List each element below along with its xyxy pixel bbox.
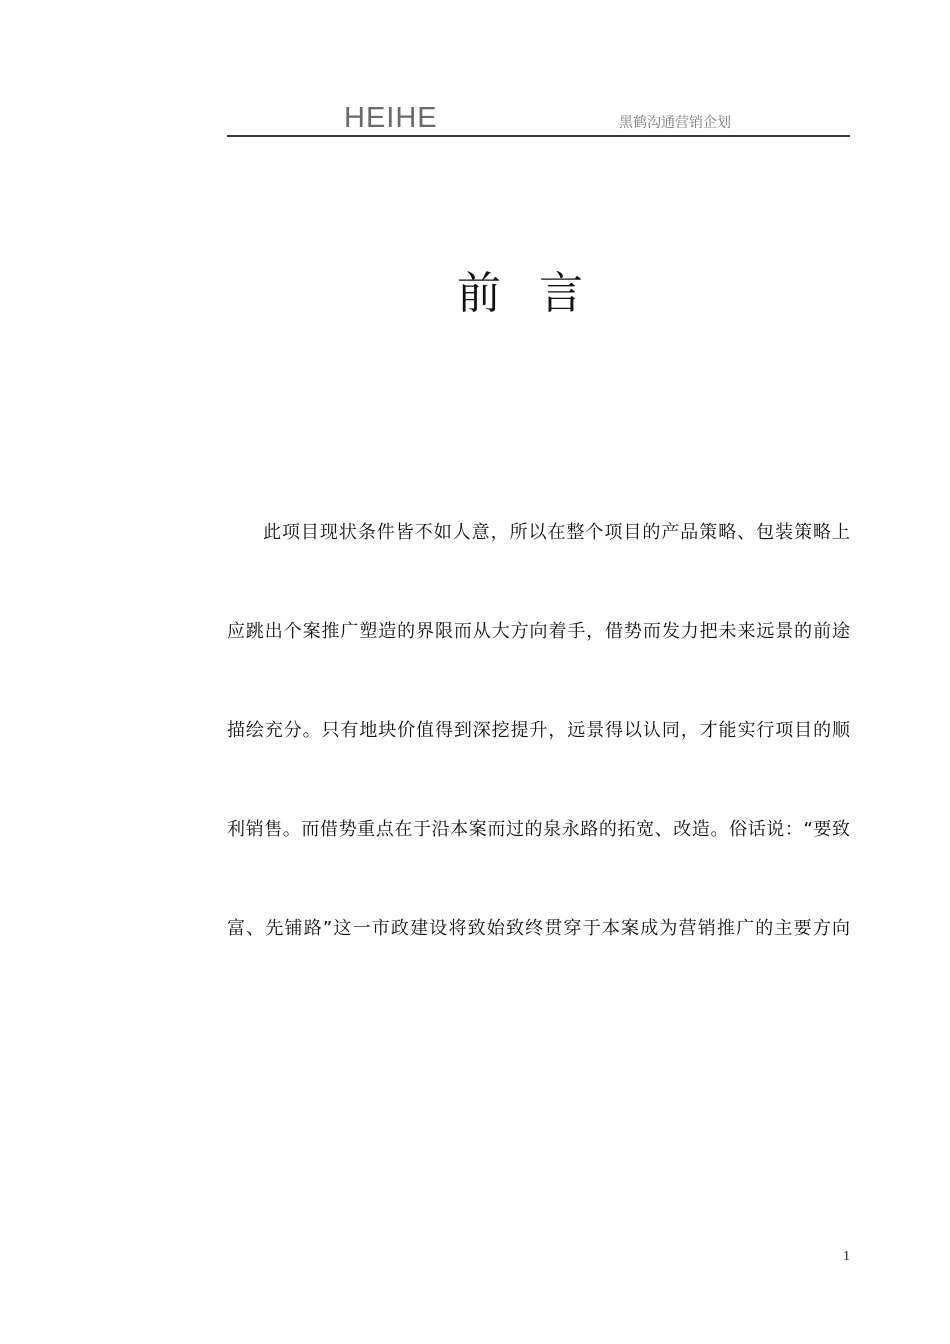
body-line: 应跳出个案推广塑造的界限而从大方向着手，借势而发力把未来远景的前途 bbox=[227, 621, 850, 642]
header-brand: HEIHE bbox=[344, 102, 438, 134]
body-line: 描绘充分。只有地块价值得到深挖提升，远景得以认同，才能实行项目的顺 bbox=[227, 720, 850, 741]
page-title: 前言 bbox=[457, 268, 621, 319]
page-number: 1 bbox=[843, 1249, 850, 1264]
header-divider bbox=[227, 135, 850, 137]
header-subtitle: 黑鹤沟通营销企划 bbox=[619, 115, 731, 131]
body-line: 此项目现状条件皆不如人意，所以在整个项目的产品策略、包装策略上 bbox=[263, 522, 850, 543]
body-line: 富、先铺路”这一市政建设将致始致终贯穿于本案成为营销推广的主要方向 bbox=[227, 918, 850, 939]
body-text bbox=[227, 511, 850, 1006]
body-line: 利销售。而借势重点在于沿本案而过的泉永路的拓宽、改造。俗话说：“要致 bbox=[227, 819, 850, 840]
